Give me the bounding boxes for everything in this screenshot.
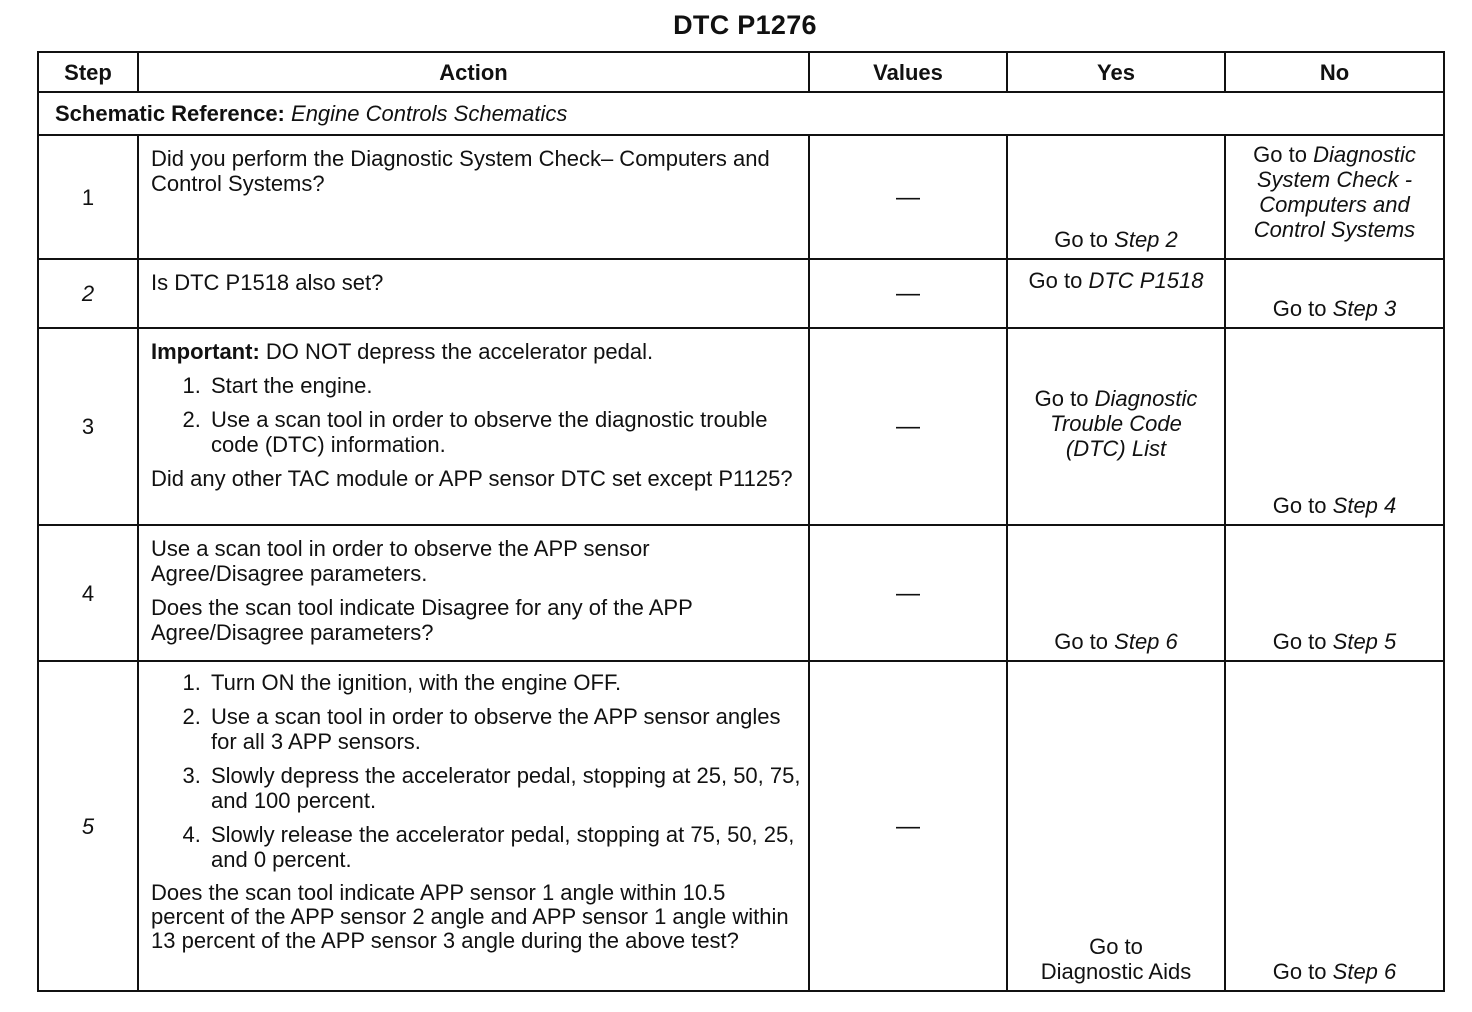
action-cell: [138, 328, 809, 525]
yes-prefix: Go to: [1089, 934, 1143, 959]
action-cell: [138, 135, 809, 259]
yes-link[interactable]: Step 2: [1114, 227, 1178, 252]
table-row: [38, 328, 1444, 525]
no-link[interactable]: Step 5: [1332, 629, 1397, 654]
step-number: 2: [38, 259, 138, 328]
procedure-step: 4. Slowly release the accelerator pedal, stopping at 75, 50, 25, and 0 percent.: [207, 822, 802, 872]
header-action: Action: [138, 52, 809, 92]
no-cell: [1225, 525, 1444, 661]
no-prefix: Go to: [1272, 493, 1327, 518]
table-row: [38, 661, 1444, 991]
action-instruction: Use a scan tool in order to observe the APP sensor Agree/Disagree parameters.: [151, 536, 650, 586]
no-link[interactable]: Step 4: [1332, 493, 1397, 518]
important-note: [151, 339, 802, 364]
action-cell: [138, 259, 809, 328]
values-cell: —: [809, 259, 1007, 328]
important-text: DO NOT depress the accelerator pedal.: [265, 339, 654, 364]
procedure-step: 2. Use a scan tool in order to observe the diagnostic trouble code (DTC) information.: [207, 407, 802, 457]
procedure-step: 3. Slowly depress the accelerator pedal, stopping at 25, 50, 75, and 100 percent.: [207, 763, 802, 813]
procedure-step: 1. Start the engine.: [207, 373, 802, 398]
action-cell: [138, 525, 809, 661]
no-cell: [1225, 259, 1444, 328]
action-question: Does the scan tool indicate Disagree for any of the APP Agree/Disagree parameters?: [151, 595, 693, 645]
no-cell: [1225, 661, 1444, 991]
yes-link[interactable]: Diagnostic Trouble Code (DTC) List: [1050, 386, 1198, 461]
yes-prefix: Go to: [1054, 227, 1109, 252]
yes-prefix: Go to: [1054, 629, 1109, 654]
no-prefix: Go to: [1272, 629, 1327, 654]
no-link[interactable]: Step 3: [1332, 296, 1397, 321]
procedure-list: [151, 670, 802, 872]
step-number: 1: [38, 135, 138, 259]
header-no: No: [1225, 52, 1444, 92]
action-cell: [138, 661, 809, 991]
schematic-link[interactable]: Engine Controls Schematics: [291, 101, 568, 126]
yes-cell: [1007, 525, 1225, 661]
yes-cell: [1007, 135, 1225, 259]
header-yes: Yes: [1007, 52, 1225, 92]
table-row: [38, 525, 1444, 661]
page-title: DTC P1276: [673, 10, 817, 40]
yes-link[interactable]: Step 6: [1114, 629, 1178, 654]
table-row: [38, 135, 1444, 259]
important-label: Important:: [151, 339, 260, 364]
yes-prefix: Go to: [1034, 386, 1089, 411]
action-question: Did any other TAC module or APP sensor DTC set except P1125?: [151, 466, 793, 491]
schematic-reference: [38, 92, 1444, 135]
procedure-step: 1. Turn ON the ignition, with the engine OFF.: [207, 670, 802, 695]
no-prefix: Go to: [1272, 296, 1327, 321]
yes-cell: [1007, 328, 1225, 525]
yes-cell: [1007, 259, 1225, 328]
schematic-label: Schematic Reference:: [55, 101, 285, 126]
no-cell: [1225, 135, 1444, 259]
yes-cell: [1007, 661, 1225, 991]
action-question: Is DTC P1518 also set?: [151, 270, 384, 295]
yes-prefix: Go to: [1028, 268, 1083, 293]
header-step: Step: [38, 52, 138, 92]
values-cell: —: [809, 661, 1007, 991]
no-cell: [1225, 328, 1444, 525]
step-number: 3: [38, 328, 138, 525]
action-question: Did you perform the Diagnostic System Check– Computers and Control Systems?: [151, 146, 770, 196]
procedure-step: 2. Use a scan tool in order to observe the APP sensor angles for all 3 APP sensors.: [207, 704, 802, 754]
yes-link[interactable]: DTC P1518: [1088, 268, 1204, 293]
schematic-reference-row: [38, 92, 1444, 135]
header-row: [38, 52, 1444, 92]
action-question: Does the scan tool indicate APP sensor 1 angle within 10.5 percent of the APP sensor 2 angle and APP sensor 1 angle within 13 percent of the APP sensor 3 angle during the above test?: [151, 880, 789, 953]
step-number: 4: [38, 525, 138, 661]
values-cell: —: [809, 328, 1007, 525]
no-link[interactable]: Step 6: [1332, 959, 1397, 984]
no-prefix: Go to: [1272, 959, 1327, 984]
values-cell: —: [809, 525, 1007, 661]
header-values: Values: [809, 52, 1007, 92]
no-link[interactable]: Diagnostic System Check - Computers and Control Systems: [1253, 142, 1416, 242]
no-prefix: Go to: [1253, 142, 1307, 167]
step-number: 5: [38, 661, 138, 991]
table-row: [38, 259, 1444, 328]
diagnostic-table: [37, 51, 1445, 992]
values-cell: —: [809, 135, 1007, 259]
yes-link[interactable]: Diagnostic Aids: [1040, 959, 1192, 984]
procedure-list: [151, 373, 802, 457]
